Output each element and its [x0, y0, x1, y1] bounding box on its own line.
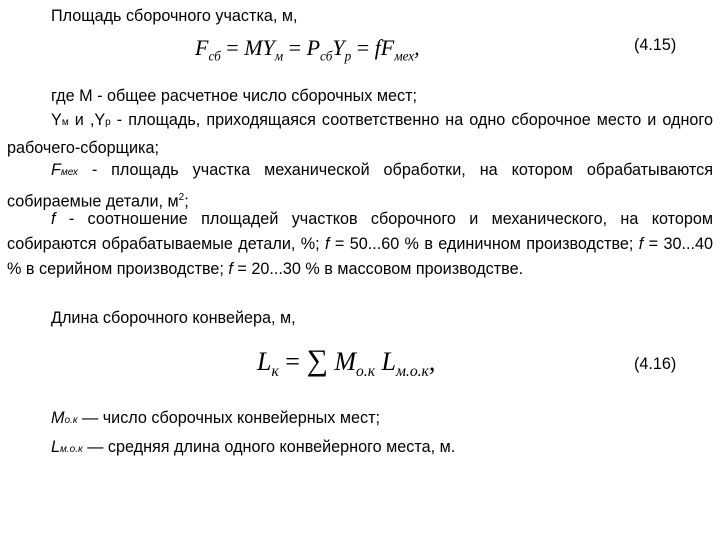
formula-subscript: о.к: [356, 363, 375, 381]
formula-symbol: L: [257, 347, 272, 376]
formula-comma: ,: [414, 35, 420, 60]
text-fragment: ;: [184, 192, 189, 211]
definition-F: [7, 158, 713, 214]
symbol-f: f: [51, 210, 56, 228]
formula-4-15: [195, 35, 420, 64]
formula-subscript: м: [274, 48, 284, 64]
superscript: 2: [178, 191, 185, 203]
definition-Mok: [7, 406, 713, 434]
formula-subscript: сб: [320, 48, 333, 64]
text-fragment: - площадь, приходящаяся соответственно на одно сборочное место и одного рабочего-сборщика;: [7, 111, 713, 157]
formula-4-16: [257, 344, 435, 381]
definition-M: где M - общее расчетное число сборочных мест;: [51, 87, 418, 105]
formula-equals: =: [285, 347, 300, 376]
formula-symbol: M: [334, 347, 356, 376]
subscript: о.к: [64, 415, 78, 426]
symbol-F: F: [51, 161, 61, 179]
formula-subscript: м.о.к: [395, 363, 429, 381]
conveyor-label: Длина сборочного конвейера, м,: [51, 309, 296, 327]
symbol-f: f: [325, 234, 330, 253]
formula-comma: ,: [428, 347, 436, 376]
equation-number-4-16: (4.16): [634, 355, 677, 373]
definition-Lmok: [7, 435, 713, 463]
sum-symbol: ∑: [306, 344, 328, 377]
text-fragment: = 20...30 % в массовом производстве.: [232, 259, 524, 278]
text-fragment: = 30...40 % в серийном производстве;: [7, 234, 713, 278]
text-fragment: = 50...60 % в единичном производстве;: [329, 234, 639, 253]
formula-symbol: MY: [244, 35, 275, 60]
symbol-f: f: [638, 234, 644, 253]
formula-equals: =: [356, 35, 370, 60]
formula-subscript: к: [271, 363, 279, 381]
area-label: Площадь сборочного участка, м,: [51, 7, 298, 25]
equation-number-4-15: (4.15): [634, 36, 677, 54]
formula-symbol: L: [381, 347, 396, 376]
formula-symbol: Y: [332, 35, 345, 60]
formula-equals: =: [288, 35, 302, 60]
formula-subscript: сб: [208, 48, 221, 64]
definition-Y: [7, 108, 713, 161]
formula-subscript: мех: [394, 48, 415, 64]
symbol-M: M: [51, 409, 65, 427]
formula-equals: =: [226, 35, 239, 60]
formula-symbol: F: [195, 35, 209, 60]
formula-symbol: fF: [374, 35, 395, 60]
text-fragment: - соотношение площадей участков сборочного и механического, на котором собираются обрабатываемые детали, %;: [7, 210, 713, 253]
symbol-L: L: [51, 438, 61, 456]
text-fragment: и ,Y: [68, 111, 106, 129]
subscript: м.о.к: [60, 444, 83, 455]
symbol-f: f: [228, 259, 233, 278]
text-fragment: — средняя длина одного конвейерного места, м.: [82, 438, 456, 456]
subscript: мех: [60, 167, 78, 178]
definition-f: [7, 207, 713, 281]
symbol-Y: Y: [51, 111, 62, 129]
formula-symbol: P: [306, 35, 321, 60]
text-fragment: - площадь участка механической обработки, на котором обрабатываются собираемые детали, м: [7, 161, 713, 211]
subscript: м: [61, 117, 69, 128]
formula-subscript: р: [344, 48, 352, 64]
subscript: р: [105, 117, 111, 128]
text-fragment: — число сборочных конвейерных мест;: [77, 409, 381, 427]
